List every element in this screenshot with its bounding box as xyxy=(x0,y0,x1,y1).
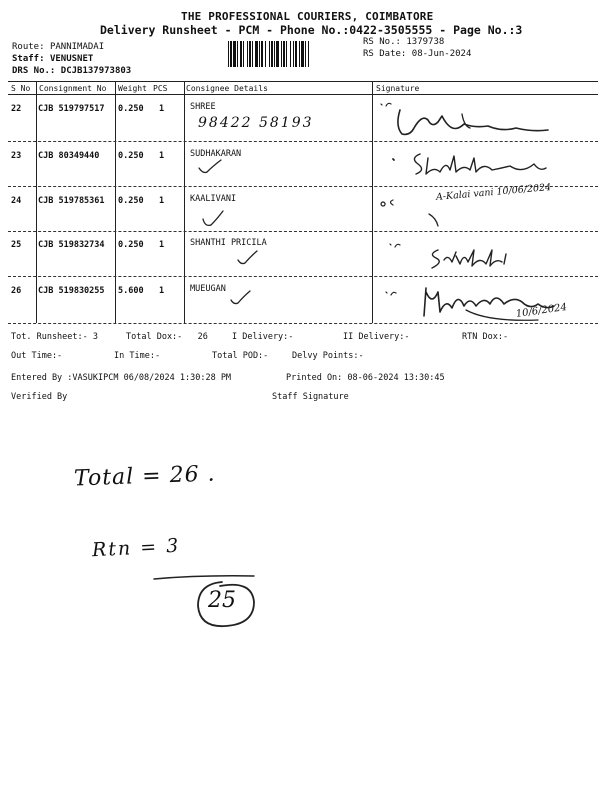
signature-mark xyxy=(390,150,404,169)
row-consignee: SUDHAKARAN xyxy=(190,149,242,159)
row-weight: 0.250 xyxy=(118,196,144,206)
col-header-consignee: Consignee Details xyxy=(186,84,268,93)
col-header-pcs: PCS xyxy=(153,84,168,93)
column-divider xyxy=(36,81,37,323)
table-top-rule xyxy=(8,81,598,82)
signature-image xyxy=(410,148,550,182)
handwritten-signature-note: A-Kalai vani 10/06/2024 xyxy=(435,181,552,203)
handwritten-result-note: 25 xyxy=(208,588,236,613)
row-consignee: MUEUGAN xyxy=(190,284,226,294)
handwritten-date: 10/6/2024 xyxy=(515,301,568,320)
row-consignment: CJB 80349440 xyxy=(38,151,100,161)
row-weight: 0.250 xyxy=(118,104,144,114)
row-pcs: 1 xyxy=(159,286,165,296)
drs-label: DRS No.: xyxy=(12,66,56,76)
col-header-sno: S No xyxy=(11,84,31,93)
total-dox: Total Dox:- 26 xyxy=(126,332,208,342)
row-divider xyxy=(8,276,598,277)
out-time: Out Time:- xyxy=(11,351,63,361)
barcode-image xyxy=(228,41,356,67)
signature-mark xyxy=(383,285,399,304)
handwritten-phone-note: 98422 58193 xyxy=(198,115,314,131)
signature-image xyxy=(426,244,526,276)
row-sno: 25 xyxy=(11,240,22,250)
table-header-rule xyxy=(8,94,598,95)
handwritten-total-note: Total = 26 . xyxy=(73,461,217,492)
row-consignee: KAALIVANI xyxy=(190,194,237,204)
row-consignment: CJB 519797517 xyxy=(38,104,105,114)
company-title: THE PROFESSIONAL COURIERS, COIMBATORE xyxy=(181,10,434,23)
row-consignee: SHANTHI PRICILA xyxy=(190,238,267,248)
row-weight: 0.250 xyxy=(118,240,144,250)
row-sno: 23 xyxy=(11,151,22,161)
total-pod: Total POD:- xyxy=(212,351,269,361)
column-divider xyxy=(184,81,185,323)
route-value: PANNIMADAI xyxy=(49,42,105,52)
handwritten-return-note: Rtn = 3 xyxy=(91,534,181,562)
total-runsheet: Tot. Runsheet:- 3 xyxy=(11,332,98,342)
staff-value: VENUSNET xyxy=(49,54,94,64)
signature-image xyxy=(392,106,552,144)
printed-on: Printed On: 08-06-2024 13:30:45 xyxy=(286,373,445,383)
tick-mark xyxy=(235,248,261,272)
row-sno: 22 xyxy=(11,104,22,114)
route-line xyxy=(12,42,104,52)
signature-mark xyxy=(426,210,446,234)
column-divider xyxy=(115,81,116,323)
row-pcs: 1 xyxy=(159,196,165,206)
rs-date-label: RS Date: xyxy=(363,49,407,59)
signature-mark xyxy=(387,237,403,256)
rs-date-value: 08-Jun-2024 xyxy=(411,49,472,59)
col-header-signature: Signature xyxy=(376,84,420,93)
col-header-weight: Weight xyxy=(118,84,147,93)
tick-mark xyxy=(195,158,225,182)
rs-date-line xyxy=(363,49,471,59)
row-pcs: 1 xyxy=(159,104,165,114)
drs-line xyxy=(12,66,131,76)
row-sno: 24 xyxy=(11,196,22,206)
row-pcs: 1 xyxy=(159,151,165,161)
row-consignment: CJB 519830255 xyxy=(38,286,105,296)
route-label: Route: xyxy=(12,42,45,52)
row-consignment: CJB 519832734 xyxy=(38,240,105,250)
staff-label: Staff: xyxy=(12,54,45,64)
runsheet-subtitle: Delivery Runsheet - PCM - Phone No.:0422-3505555 - Page No.:3 xyxy=(100,23,523,37)
i-delivery: I Delivery:- xyxy=(232,332,294,342)
verified-by: Verified By xyxy=(11,392,68,402)
rtn-dox: RTN Dox:- xyxy=(462,332,509,342)
row-divider xyxy=(8,231,598,232)
tick-mark xyxy=(199,207,229,235)
row-pcs: 1 xyxy=(159,240,165,250)
signature-mark xyxy=(379,193,407,212)
rs-no-label: RS No.: xyxy=(363,37,401,47)
col-header-consignment: Consignment No xyxy=(39,84,107,93)
ii-delivery: II Delivery:- xyxy=(343,332,410,342)
rs-no-line xyxy=(363,37,444,47)
in-time: In Time:- xyxy=(114,351,161,361)
row-weight: 0.250 xyxy=(118,151,144,161)
row-consignee: SHREE xyxy=(190,102,216,112)
column-divider xyxy=(372,81,373,323)
staff-line xyxy=(12,54,93,64)
staff-signature-label: Staff Signature xyxy=(272,392,349,402)
row-weight: 5.600 xyxy=(118,286,144,296)
delvy-points: Delvy Points:- xyxy=(292,351,364,361)
row-consignment: CJB 519785361 xyxy=(38,196,105,206)
row-sno: 26 xyxy=(11,286,22,296)
tick-mark xyxy=(228,288,254,312)
rs-no-value: 1379738 xyxy=(406,37,445,47)
entered-by: Entered By :VASUKIPCM 06/08/2024 1:30:28 PM xyxy=(11,373,232,383)
drs-value: DCJB137973803 xyxy=(60,66,132,76)
